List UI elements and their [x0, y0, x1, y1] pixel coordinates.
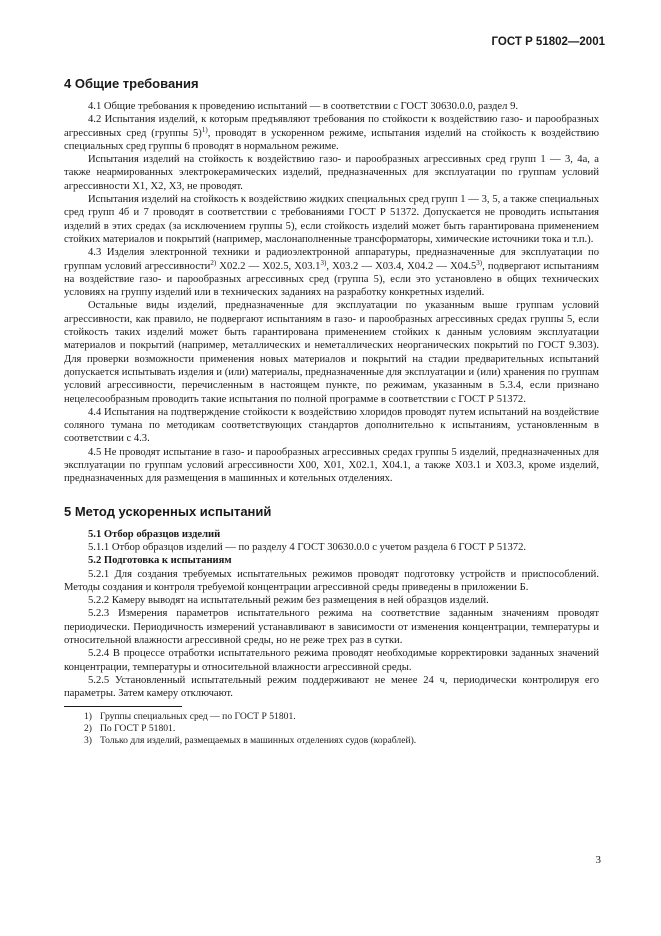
paragraph-5-2-1: 5.2.1 Для создания требуемых испытательных режимов проводят подготовку устройств и приспособлений. Методы создания и контроля требуемой концентрации агрессивной среды приведены в приложении Б. [64, 568, 599, 593]
footnote-divider [64, 706, 182, 707]
footnote-1: 1) Группы специальных сред — по ГОСТ Р 51801. [84, 711, 296, 723]
paragraph-5-1-1: 5.1.1 Отбор образцов изделий — по разделу 4 ГОСТ 30630.0.0 с учетом раздела 6 ГОСТ Р 51372. [88, 541, 527, 553]
page-content [64, 76, 599, 746]
paragraph-4-2: 4.2 Испытания изделий, к которым предъявляют требования по стойкости к воздействию газо- и парообразных агрессивных сред (группы 5)$^{1)}$, проводят в ускоренном режиме, испытания изделий на стойкость к воздействию специальных сред группы 6 проводят в нормальном режиме. [64, 114, 599, 152]
section-5-title: 5 Метод ускоренных испытаний [64, 503, 272, 519]
footnote-2: 2) По ГОСТ Р 51801. [84, 723, 176, 735]
paragraph-5-2-5: 5.2.5 Установленный испытательный режим поддерживают не менее 24 ч, периодически контролируя его параметры. Затем камеру отключают. [64, 674, 599, 700]
document-code-header: ГОСТ Р 51802—2001 [491, 36, 605, 48]
footnote-ref-2: 2) [210, 258, 217, 267]
paragraph-4-4: 4.4 Испытания на подтверждение стойкости к воздействию хлоридов проводят путем испытаний на воздействие соляного тумана по методикам соответствующих стандартов дополнительно к испытаниям, установленным в соответствии с 4.3. [64, 406, 599, 445]
footnote-ref-3b: 3) [476, 258, 483, 267]
paragraph-5-2-3: 5.2.3 Измерения параметров испытательного режима на соответствие заданным значениям проводят периодически. Периодичность измерений устанавливают в зависимости от изменения концентрации, температуры и относительной влажности агрессивной среды, но не реже трех раз в сутки. [64, 608, 599, 646]
footnote-3: 3) Только для изделий, размещаемых в машинных отделениях судов (кораблей). [84, 734, 417, 746]
subsection-5-2-title: 5.2 Подготовка к испытаниям [88, 555, 232, 567]
paragraph-4-1: 4.1 Общие требования к проведению испытаний — в соответствии с ГОСТ 30630.0.0, раздел 9. [88, 101, 519, 112]
footnote-ref-3: 3) [320, 258, 327, 267]
subsection-5-1-title: 5.1 Отбор образцов изделий [88, 528, 221, 540]
page-number: 3 [595, 854, 601, 866]
paragraph-4-3-2: Остальные виды изделий, предназначенные для эксплуатации по указанным выше группам условий агрессивности, как правило, не подвергают испытаниям в газо- и парообразных агрессивных средах группы 5, если стойкость таких изделий может быть гарантирована применением стойких к данным условиям эксплуатации материалов и покрытий (например, металлических и неметаллических неорганических покрытий по ГОСТ 9.303). Для проверки возможности применения новых материалов и покрытий на стадии предварительных испытаний допускается испытывать изделия и (или) материалы, предназначенные для эксплуатации и (или) хранения по группам условий агрессивности, перечисленным в настоящем пункте, по режимам, указанным в 5.3.4, если признано нецелесообразным проводить такие испытания по полной программе в соответствии с ГОСТ Р 51372. [64, 300, 599, 405]
footnote-ref-1: 1) [201, 125, 208, 134]
paragraph-4-2-2: Испытания изделий на стойкость к воздействию газо- и парообразных агрессивных сред групп 1 — 3, 4а, а также неармированных электрокерамических изделий, предназначенных для эксплуатации по группам условий агрессивности X1, X2, X3, не проводят. [64, 154, 599, 192]
paragraph-5-2-2: 5.2.2 Камеру выводят на испытательный режим без размещения в ней образцов изделий. [88, 595, 489, 607]
paragraph-4-5: 4.5 Не проводят испытание в газо- и парообразных агрессивных средах группы 5 изделий, предназначенных для эксплуатации по группам условий агрессивности X00, X01, X02.1, X04.1, а также X03.1 и X03.3, кроме изделий, предназначенных для размещения в машинных и котельных отделениях. [64, 446, 599, 485]
paragraph-4-2-3: Испытания изделий на стойкость к воздействию жидких специальных сред групп 1 — 3, 5, а также специальных сред групп 4б и 7 проводят в соответствии с требованиями ГОСТ Р 51372. Допускается не проводить испытания изделий в этих средах (за исключением группы 5), если стойкость изделий может быть гарантирована применением стойких материалов и покрытий (например, маслонаполненные трансформаторы, химические источники тока и т.п.). [64, 194, 599, 245]
section-4-title: 4 Общие требования [64, 76, 199, 91]
paragraph-4-3: 4.3 Изделия электронной техники и радиоэлектронной аппаратуры, предназначенные для эксплуатации по группам условий агрессивности$^{2)}$ X02.2 — X02.5, X03.1$^{3)}$, X03.2 — X03.4, X04.2 — X04.5$^{3)}$, подвергают испытаниям на воздействие газо- и парообразных агрессивных сред (группа 5), если это установлено в общих технических условиях на группу изделий или в технических заданиях на разработку конкретных изделий. [64, 247, 599, 299]
paragraph-5-2-4: 5.2.4 В процессе отработки испытательного режима проводят необходимые корректировки заданных значений концентрации, температуры и относительной влажности агрессивной среды. [64, 648, 599, 673]
